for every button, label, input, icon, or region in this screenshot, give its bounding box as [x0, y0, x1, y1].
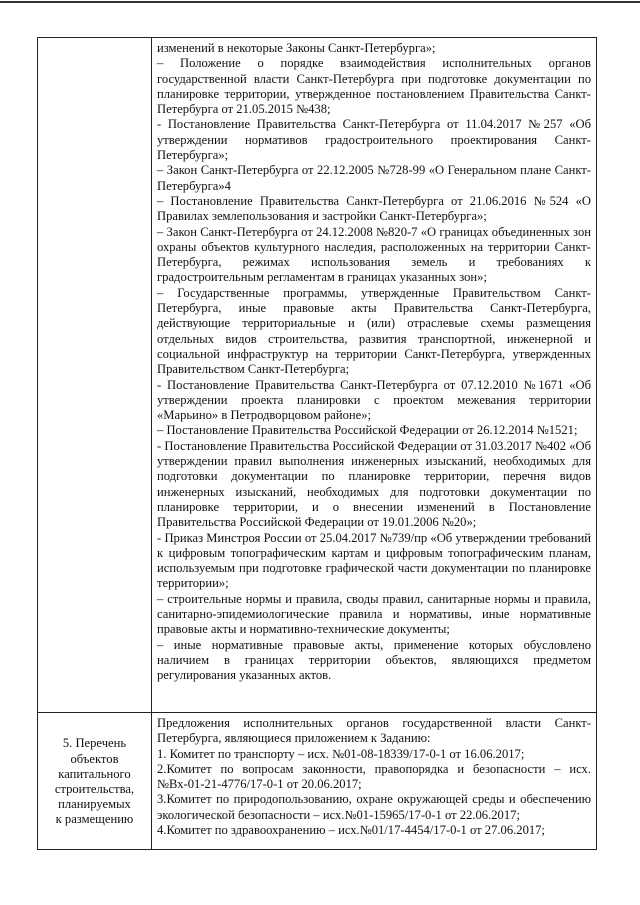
- paragraph: – строительные нормы и правила, своды правил, санитарные нормы и правила, санитарно-эпидемиологические правила и нормативы, иные нормативные правовые акты и нормативно-технические документы;: [157, 591, 591, 637]
- table-row: [38, 712, 597, 849]
- section-label-line: строительства,: [54, 781, 135, 796]
- paragraph: – Закон Санкт-Петербурга от 22.12.2005 №728-99 «О Генеральном плане Санкт-Петербурга»4: [157, 163, 591, 193]
- top-rule: [0, 1, 640, 3]
- section-label-line: к размещению: [55, 812, 134, 827]
- paragraph: изменений в некоторые Законы Санкт-Петербурга»;: [157, 41, 436, 55]
- section-label-line: капитального: [58, 766, 131, 781]
- section-label-line: 5. Перечень: [62, 736, 127, 751]
- paragraph: – иные нормативные правовые акты, применение которых обусловлено наличием в границах территории объектов, являющихся предметом регулирования указанных актов.: [157, 637, 591, 683]
- paragraph: 1. Комитет по транспорту – исх. №01-08-18339/17-0-1 от 16.06.2017;: [157, 746, 525, 761]
- paragraph: 2.Комитет по вопросам законности, правопорядка и безопасности – исх. №Вх-01-21-4776/17-0-1 от 20.06.2017;: [157, 761, 591, 792]
- document-table: [37, 37, 597, 850]
- table-row: [38, 38, 597, 713]
- paragraph: – Постановление Правительства Российской Федерации от 26.12.2014 №1521;: [157, 423, 578, 438]
- paragraph: – Положение о порядке взаимодействия исполнительных органов государственной власти Санкт-Петербурга при подготовке документации по планировке территории, утвержденное постановлением Правительства Санкт-Петербурга от 21.05.2015 №438;: [157, 56, 591, 117]
- paragraph: 3.Комитет по природопользованию, охране окружающей среды и обеспечению экологической безопасности – исх.№01-15965/17-0-1 от 22.06.2017;: [157, 792, 591, 822]
- section-label-cell: [38, 712, 152, 849]
- proposals-cell: [152, 712, 597, 849]
- section-label-line: объектов: [70, 751, 119, 766]
- section-label-line: планируемых: [58, 797, 131, 812]
- paragraph: 4.Комитет по здравоохранению – исх.№01/17-4454/17-0-1 от 27.06.2017;: [157, 823, 545, 838]
- paragraph: - Приказ Минстроя России от 25.04.2017 №739/пр «Об утверждении требований к цифровым топографическим картам и цифровым топографическим планам, используемым при подготовке графической части документации по планировке территории»;: [157, 530, 591, 591]
- paragraph: - Постановление Правительства Санкт-Петербурга от 11.04.2017 №257 «Об утверждении нормативов градостроительного проектирования Санкт-Петербурга»;: [157, 117, 591, 163]
- paragraph: - Постановление Правительства Санкт-Петербурга от 07.12.2010 №1671 «Об утверждении проекта планировки с проектом межевания территории «Марьино» в Петродворцовом районе»;: [157, 377, 591, 423]
- left-cell-empty: [38, 38, 152, 713]
- paragraph: – Государственные программы, утвержденные Правительством Санкт-Петербурга, иные правовые акты Правительства Санкт-Петербурга, действующие территориальные и (или) отраслевые схемы размещения отдельных видов строительства, развития транспортной, инженерной и социальной инфраструктур на территории Санкт-Петербурга, утвержденных Правительством Санкт-Петербурга;: [157, 285, 591, 377]
- paragraph: Предложения исполнительных органов государственной власти Санкт-Петербурга, являющиеся приложением к Заданию:: [157, 715, 591, 746]
- paragraph: – Закон Санкт-Петербурга от 24.12.2008 №820-7 «О границах объединенных зон охраны объектов культурного наследия, расположенных на территории Санкт-Петербурга, режимах использования земель и требованиях к градостроительным регламентам в границах указанных зон»;: [157, 224, 591, 285]
- paragraph: - Постановление Правительства Российской Федерации от 31.03.2017 №402 «Об утверждении правил выполнения инженерных изысканий, необходимых для подготовки документации по планировке территории, перечня видов инженерных изысканий, необходимых для подготовки документации по планировке территории, и о внесении изменений в Постановление Правительства Российской Федерации от 19.01.2006 №20»;: [157, 438, 591, 530]
- legal-basis-cell: [152, 38, 597, 713]
- paragraph: – Постановление Правительства Санкт-Петербурга от 21.06.2016 №524 «О Правилах землепользования и застройки Санкт-Петербурга»;: [157, 193, 591, 224]
